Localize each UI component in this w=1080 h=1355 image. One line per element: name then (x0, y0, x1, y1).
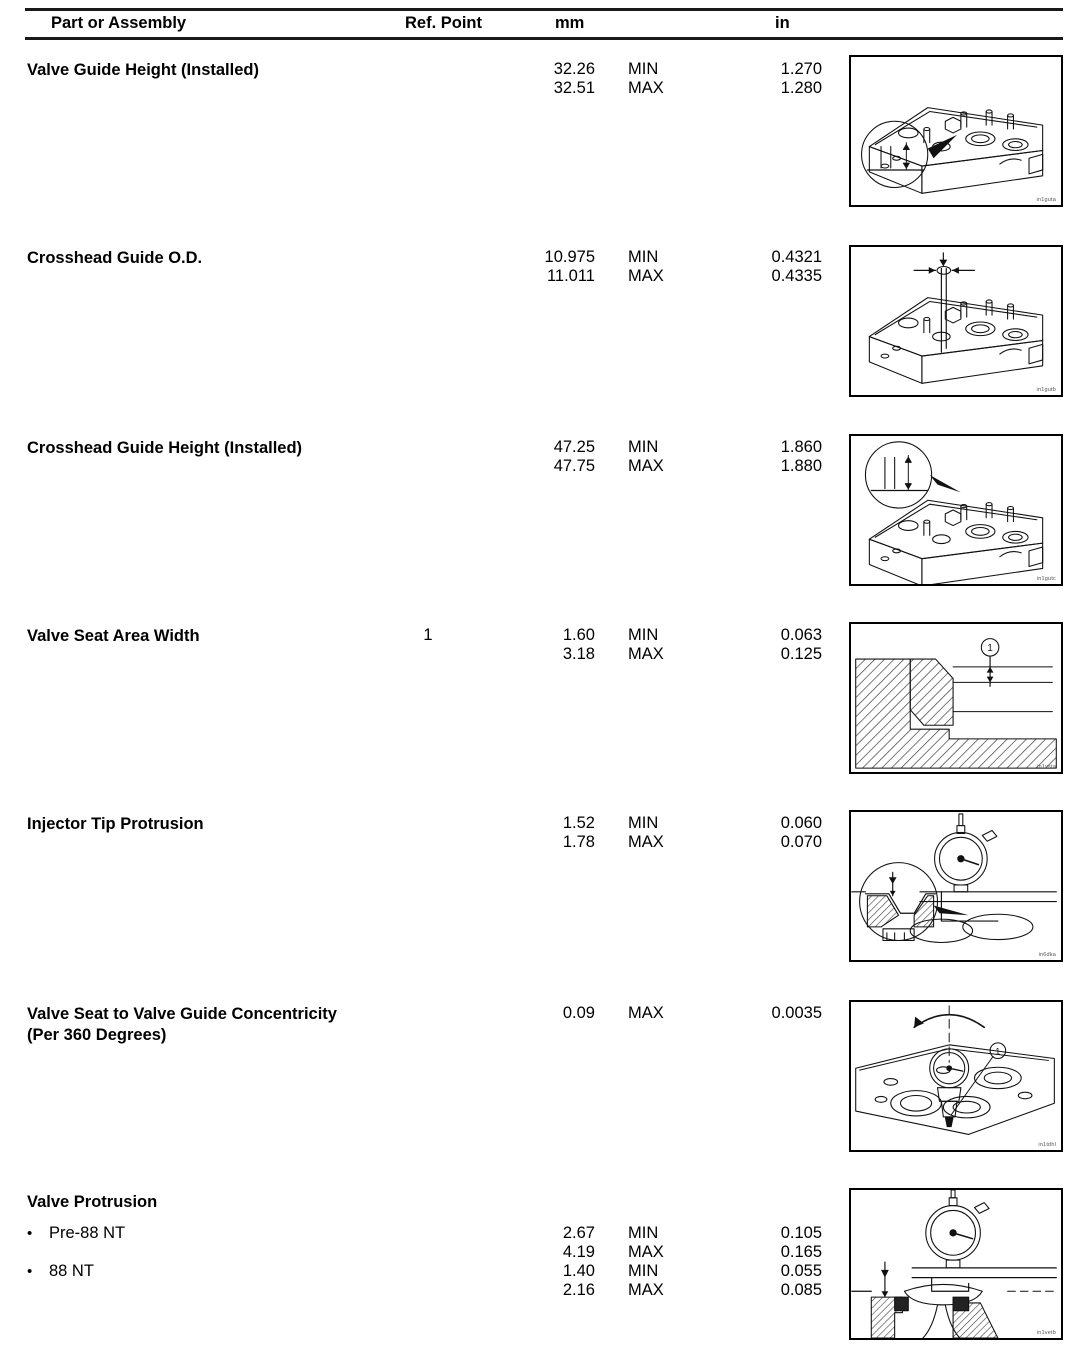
figure-code: in1vsta (1037, 764, 1056, 770)
spec-limit: MAX (628, 457, 664, 475)
spec-value-mm: 32.26 (553, 60, 595, 78)
spec-value-in: 0.0035 (771, 1004, 822, 1022)
figure-valve-seat-cross-section (849, 622, 1063, 774)
row-subitem-label: Pre-88 NT (49, 1224, 126, 1242)
spec-limit: MAX (628, 1243, 664, 1261)
spec-value-mm: 1.78 (562, 833, 595, 851)
spec-value-in: 0.085 (780, 1281, 822, 1299)
spec-value-in: 0.4335 (771, 267, 822, 285)
column-header-part: Part or Assembly (51, 14, 187, 32)
spec-value-mm: 32.51 (553, 79, 595, 97)
spec-limit: MAX (628, 645, 664, 663)
row-ref-point: 1 (423, 626, 433, 644)
spec-value-in: 0.125 (780, 645, 822, 663)
spec-limit: MIN (628, 814, 659, 832)
spec-limit: MIN (628, 60, 659, 78)
spec-limit: MAX (628, 1281, 664, 1299)
spec-limit: MIN (628, 438, 659, 456)
spec-value-in: 0.063 (780, 626, 822, 644)
row-label: Crosshead Guide O.D. (27, 249, 203, 267)
spec-value-in: 0.055 (780, 1262, 822, 1280)
spec-value-mm: 2.16 (562, 1281, 595, 1299)
figure-code: in1gutb (1036, 387, 1056, 393)
header-labels-row (25, 11, 1063, 37)
figure-cylinder-head-crosshead-guide-height (849, 434, 1063, 586)
spec-limit: MIN (628, 626, 659, 644)
svg-text:1: 1 (987, 643, 993, 655)
column-header-in: in (775, 14, 790, 32)
row-label: Valve Seat to Valve Guide Concentricity (Per 360 Degrees) (27, 1005, 337, 1044)
bullet-icon: • (27, 1225, 33, 1242)
row-label: Valve Protrusion (27, 1193, 158, 1211)
spec-value-mm: 4.19 (562, 1243, 595, 1261)
spec-value-in: 0.165 (780, 1243, 822, 1261)
column-header-mm: mm (555, 14, 585, 32)
spec-limit: MAX (628, 1004, 664, 1022)
figure-code: in6dka (1038, 952, 1056, 958)
figure-cylinder-head-valve-guide-height (849, 55, 1063, 207)
spec-value-mm: 47.75 (553, 457, 595, 475)
figure-code: in1tdhl (1038, 1142, 1056, 1148)
figure-injector-tip-dial-indicator (849, 810, 1063, 962)
spec-limit: MIN (628, 1224, 659, 1242)
row-subitem-label: 88 NT (49, 1262, 94, 1280)
column-header-ref-point: Ref. Point (405, 14, 482, 32)
row-label: Crosshead Guide Height (Installed) (27, 439, 303, 457)
spec-value-in: 0.070 (780, 833, 822, 851)
spec-value-mm: 47.25 (553, 438, 595, 456)
row-label: Injector Tip Protrusion (27, 815, 204, 833)
spec-value-in: 0.4321 (771, 248, 822, 266)
figure-valve-protrusion-dial-indicator (849, 1188, 1063, 1340)
spec-value-mm: 3.18 (562, 645, 595, 663)
figure-code: in1gutc (1036, 576, 1056, 582)
spec-limit: MIN (628, 248, 659, 266)
figure-cylinder-head-crosshead-guide-od (849, 245, 1063, 397)
bullet-icon: • (27, 1263, 33, 1280)
row-label: Valve Seat Area Width (27, 627, 200, 645)
spec-value-mm: 2.67 (562, 1224, 595, 1242)
spec-value-in: 1.880 (780, 457, 822, 475)
spec-value-in: 0.105 (780, 1224, 822, 1242)
svg-text:1: 1 (995, 1046, 1001, 1057)
figure-code: in1guta (1036, 197, 1056, 203)
spec-value-mm: 0.09 (562, 1004, 595, 1022)
spec-value-in: 0.060 (780, 814, 822, 832)
spec-limit: MIN (628, 1262, 659, 1280)
spec-value-mm: 1.52 (562, 814, 595, 832)
spec-value-mm: 1.40 (562, 1262, 595, 1280)
spec-limit: MAX (628, 833, 664, 851)
spec-value-in: 1.280 (780, 79, 822, 97)
table-header (25, 8, 1063, 40)
spec-limit: MAX (628, 267, 664, 285)
spec-value-mm: 10.975 (544, 248, 595, 266)
spec-value-mm: 11.011 (546, 267, 595, 285)
spec-value-in: 1.270 (780, 60, 822, 78)
spec-value-mm: 1.60 (562, 626, 595, 644)
spec-value-in: 1.860 (780, 438, 822, 456)
header-rule-bottom (25, 37, 1063, 40)
figure-concentricity-dial-indicator (849, 1000, 1063, 1152)
figure-code: in1vetb (1036, 1330, 1056, 1336)
row-label: Valve Guide Height (Installed) (27, 61, 259, 79)
spec-limit: MAX (628, 79, 664, 97)
